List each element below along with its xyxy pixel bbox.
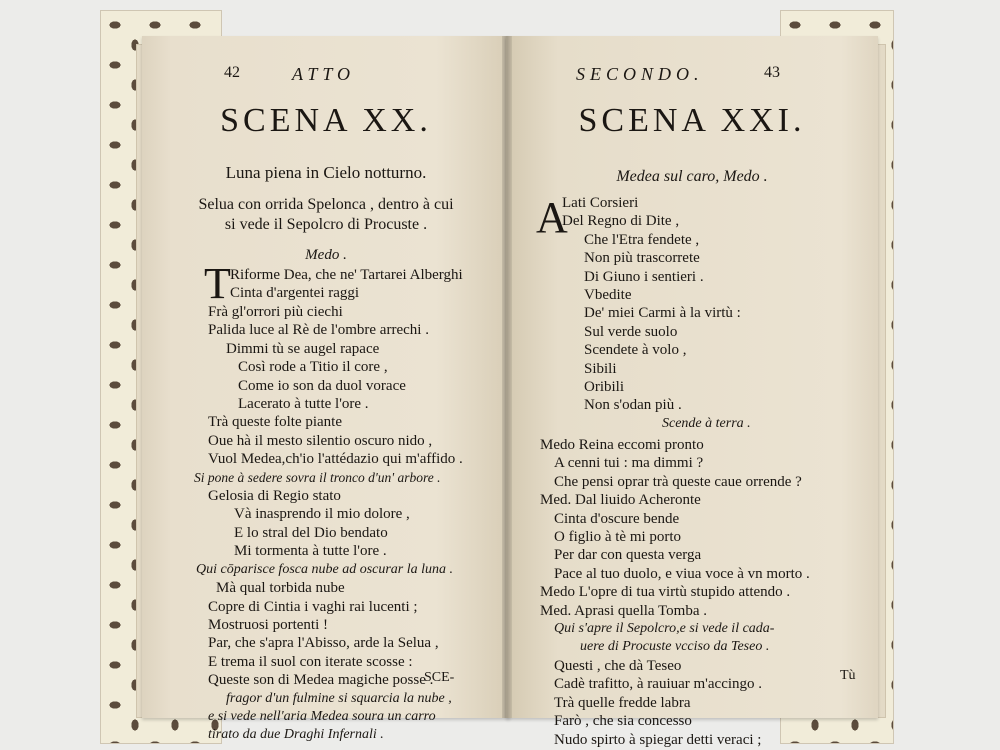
verse-line: Lati Corsieri	[562, 195, 639, 211]
dialogue-line: Pace al tuo duolo, e viua voce à vn morto .	[554, 565, 810, 582]
dialogue-line: Med. Aprasi quella Tomba .	[540, 602, 707, 619]
verse-line: Cinta d'argentei raggi	[230, 285, 360, 302]
left-page	[142, 36, 510, 743]
verse-line: Mi tormenta à tutte l'ore .	[234, 543, 387, 560]
verse-line: Copre di Cintia i vaghi rai lucenti ;	[208, 598, 418, 615]
dialogue-line: Cadè trafitto, à rauiuar m'accingo .	[554, 676, 763, 693]
stage-setting: Luna piena in Cielo notturno.	[225, 163, 427, 182]
verse-line: Par, che s'apra l'Abisso, arde la Selua ,	[208, 635, 439, 652]
verse-line: E lo stral del Dio bendato	[234, 524, 388, 541]
dialogue-line: Per dar con questa verga	[554, 547, 702, 564]
verse-line: Và inasprendo il mio dolore ,	[234, 506, 410, 523]
dialogue-line: Trà quelle fredde labra	[554, 694, 691, 711]
stage-direction: Si pone à sedere sovra il tronco d'un' arbore .	[194, 469, 441, 485]
verse-line: Mà qual torbida nube	[216, 580, 345, 597]
verse-line: Queste son di Medea magiche posse .	[208, 672, 434, 689]
verse-line: Oribili	[584, 379, 624, 396]
stage-setting: Medea sul caro, Medo .	[616, 168, 768, 185]
dialogue-line: Farò , che sia concesso	[554, 713, 692, 730]
verse-line: Di Giuno i sentieri .	[584, 268, 704, 285]
verse-line: Del Regno di Dite ,	[562, 213, 680, 230]
verse-line: Non più trascorrete	[584, 250, 700, 267]
scene-title: SCENA XXI.	[578, 102, 806, 139]
dialogue-line: Questi , che dà Teseo	[554, 657, 682, 674]
verse-line: Come io son da duol vorace	[238, 377, 406, 394]
verse-line: Che l'Etra fendete ,	[584, 231, 700, 248]
verse-line: Dimmi tù se augel rapace	[226, 340, 380, 357]
stage-direction: e si vede nell'aria Medea soura un carro	[208, 708, 436, 724]
verse-line: Riforme Dea, che ne' Tartarei Alberghi	[230, 267, 463, 283]
dialogue-line: Che pensi oprar trà queste caue orrende ?	[554, 473, 802, 490]
verse-line: Oue hà il mesto silentio oscuro nido ,	[208, 432, 433, 449]
stage-direction: fragor d'un fulmine si squarcia la nube ,	[226, 690, 452, 706]
verse-line: Così rode a Titio il core ,	[238, 359, 388, 376]
verse-line: Trà queste folte piante	[208, 414, 342, 431]
dialogue-line: Medo L'opre di tua virtù stupido attendo .	[540, 584, 791, 601]
page-number: 43	[764, 64, 780, 81]
scene-title: SCENA XX.	[220, 102, 432, 139]
stage-direction: Scende à terra .	[662, 415, 751, 431]
verse-line: Gelosia di Regio stato	[208, 488, 341, 505]
open-book	[128, 14, 888, 748]
dialogue-line: Med. Dal liuido Acheronte	[540, 492, 701, 509]
verse-line: Palida luce al Rè de l'ombre arrechi .	[208, 322, 429, 339]
drop-cap: T	[204, 259, 231, 308]
dialogue-line: Cinta d'oscure bende	[554, 510, 680, 527]
dialogue-line: A cenni tui : ma dimmi ?	[554, 455, 704, 472]
book-gutter	[502, 36, 512, 718]
verse-line: Scendete à volo ,	[584, 342, 687, 359]
running-head: SECONDO.	[576, 64, 704, 84]
dialogue-block	[540, 436, 810, 749]
stage-direction: tirato da due Draghi Infernali .	[208, 727, 384, 743]
verse-line: Vuol Medea,ch'io l'attédazio qui m'affido .	[208, 451, 463, 468]
verse-line: Sul verde suolo	[584, 323, 678, 340]
verse-line: E trema il suol con iterate scosse :	[208, 653, 413, 670]
dialogue-line: Medo Reina eccomi pronto	[540, 437, 704, 453]
verse-block	[562, 194, 751, 433]
catchword: SCE-	[424, 670, 455, 685]
dialogue-line: Nudo spirto à spiegar detti veraci ;	[554, 731, 762, 748]
verse-line: Sibili	[584, 360, 617, 377]
stage-direction: Qui s'apre il Sepolcro,e si vede il cada-	[554, 621, 775, 637]
verse-line: Frà gl'orrori più ciechi	[208, 304, 343, 320]
speaker-name: Medo .	[305, 247, 347, 263]
stage-direction: Qui cōparisce fosca nube ad oscurar la luna .	[196, 561, 454, 577]
verse-line: Mostruosi portenti !	[208, 616, 328, 633]
stage-setting: Selua con orrida Spelonca , dentro à cui	[198, 196, 454, 213]
right-page	[506, 36, 878, 748]
verse-line: Vbedite	[584, 287, 632, 304]
verse-block	[230, 266, 463, 303]
catchword: Tù	[840, 668, 856, 683]
verse-line: De' miei Carmi à la virtù :	[584, 305, 741, 322]
page-number: 42	[224, 64, 240, 81]
dialogue-line: O figlio à tè mi porto	[554, 529, 682, 546]
stage-setting: si vede il Sepolcro di Procuste .	[224, 216, 428, 233]
verse-line: Non s'odan più .	[584, 397, 682, 414]
stage-direction: uere di Procuste vcciso da Teseo .	[580, 639, 770, 655]
running-head: ATTO	[292, 64, 356, 84]
drop-cap: A	[536, 193, 568, 242]
verse-line: Lacerato à tutte l'ore .	[238, 396, 369, 413]
